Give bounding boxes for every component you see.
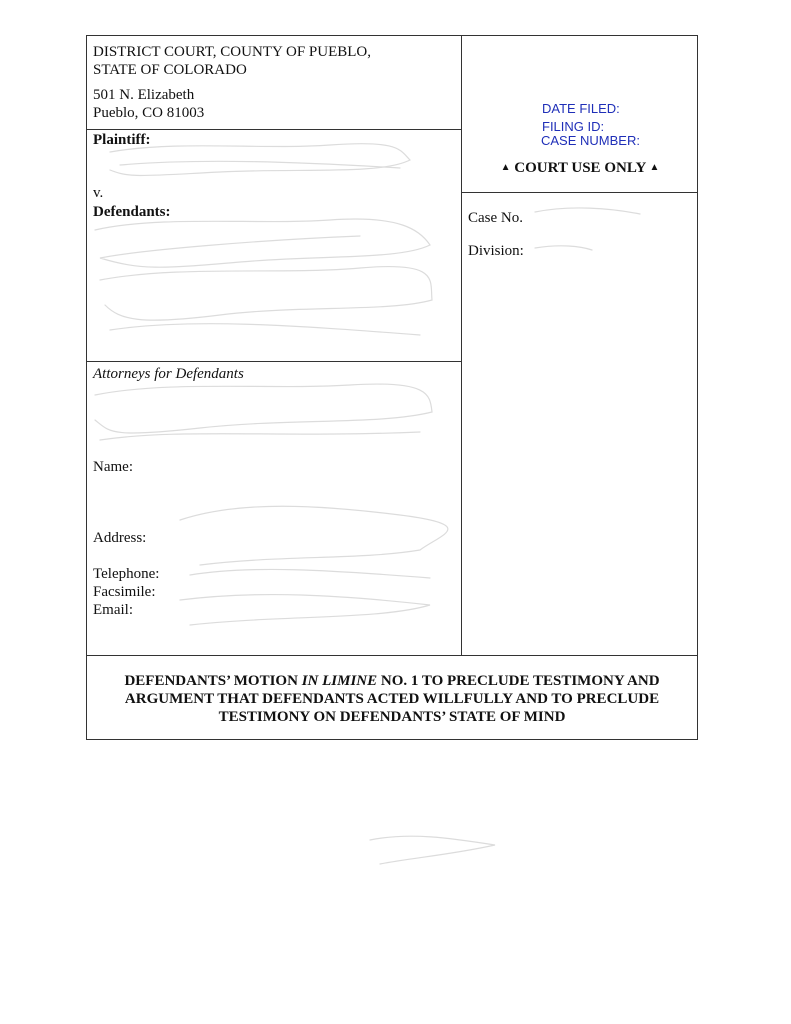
court-address-line1: 501 N. Elizabeth bbox=[93, 87, 195, 103]
plaintiff-label: Plaintiff: bbox=[93, 132, 151, 148]
defendants-label: Defendants: bbox=[93, 204, 171, 220]
redaction-plaintiff bbox=[110, 144, 410, 176]
redaction-division bbox=[535, 246, 592, 250]
court-name-line2: STATE OF COLORADO bbox=[93, 62, 247, 78]
versus-label: v. bbox=[93, 185, 104, 201]
attorneys-heading: Attorneys for Defendants bbox=[93, 366, 244, 382]
redaction-email bbox=[180, 595, 430, 625]
attorney-facsimile-label: Facsimile: bbox=[93, 584, 156, 600]
redaction-case-no bbox=[535, 208, 640, 214]
case-no-label: Case No. bbox=[468, 210, 523, 226]
triangle-up-icon: ▲ bbox=[649, 162, 660, 173]
motion-title-part3: NO. 1 TO PRECLUDE TESTIMONY AND bbox=[377, 673, 660, 689]
court-name-line1: DISTRICT COURT, COUNTY OF PUEBLO, bbox=[93, 44, 372, 60]
motion-title-italic: IN LIMINE bbox=[301, 673, 378, 689]
filing-id-label: FILING ID: bbox=[542, 119, 605, 134]
court-use-only-text: COURT USE ONLY bbox=[514, 160, 646, 176]
motion-title-line3: TESTIMONY ON DEFENDANTS’ STATE OF MIND bbox=[218, 709, 566, 725]
redaction-plaintiff-line bbox=[120, 161, 400, 168]
redaction-defendants-3 bbox=[110, 324, 420, 335]
attorney-telephone-label: Telephone: bbox=[93, 566, 160, 582]
redaction-attorneys-1 bbox=[95, 384, 432, 433]
redaction-address bbox=[180, 506, 448, 565]
redaction-bottom bbox=[370, 836, 495, 864]
motion-title-line2: ARGUMENT THAT DEFENDANTS ACTED WILLFULLY AND TO PRECLUDE bbox=[124, 691, 660, 707]
redaction-telephone bbox=[190, 569, 430, 578]
attorney-address-label: Address: bbox=[93, 530, 147, 546]
date-filed-label: DATE FILED: bbox=[542, 101, 620, 116]
court-address-line2: Pueblo, CO 81003 bbox=[93, 105, 205, 121]
attorney-name-label: Name: bbox=[93, 459, 133, 475]
division-label: Division: bbox=[468, 243, 524, 259]
redaction-attorneys-2 bbox=[100, 432, 420, 440]
case-number-label: CASE NUMBER: bbox=[541, 133, 640, 148]
attorney-email-label: Email: bbox=[93, 602, 133, 618]
motion-title-part1: DEFENDANTS’ MOTION bbox=[124, 673, 302, 689]
triangle-up-icon: ▲ bbox=[500, 162, 511, 173]
redaction-defendants-2 bbox=[100, 267, 432, 321]
redaction-defendants-1 bbox=[95, 219, 430, 267]
